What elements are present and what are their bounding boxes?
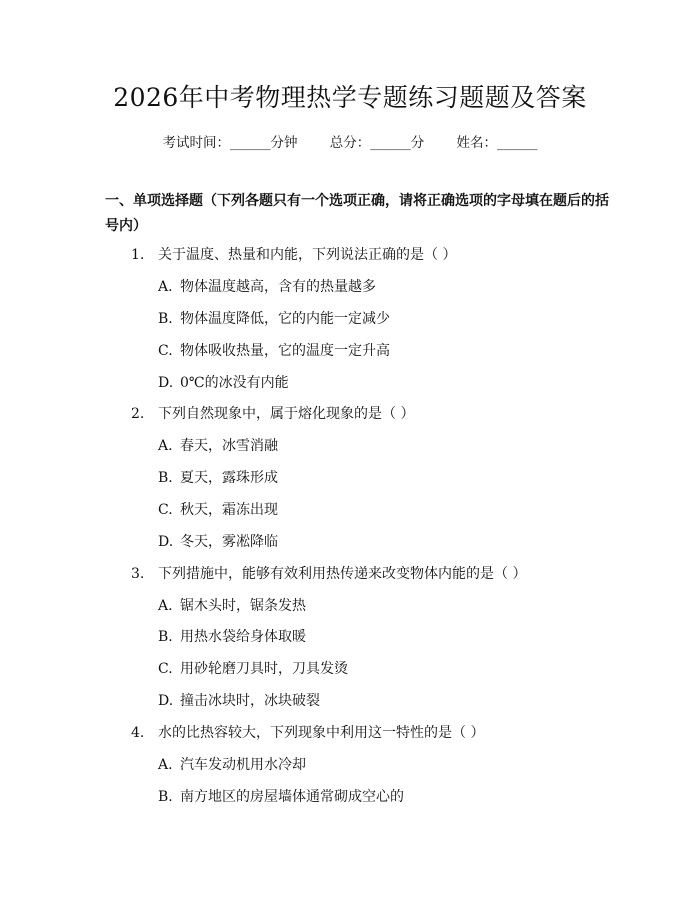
question-2 [131,403,414,423]
question-2-option-b [158,467,278,487]
question-text: 水的比热容较大，下列现象中利用这一特性的是（ ） [158,725,485,741]
option-text: 秋天，霜冻出现 [180,502,278,518]
option-letter: A. [158,598,173,614]
exam-info-line [0,131,700,151]
question-3-option-c [158,658,348,678]
question-text: 下列措施中，能够有效利用热传递来改变物体内能的是（ ） [158,566,527,582]
option-text: 锯木头时，锯条发热 [180,598,306,614]
question-1-option-d [158,372,289,392]
option-text: 0℃的冰没有内能 [180,375,289,391]
option-text: 冬天，雾凇降临 [180,534,278,550]
option-letter: D. [158,375,174,391]
option-text: 南方地区的房屋墙体通常砌成空心的 [180,789,404,805]
question-2-option-d [158,531,278,551]
question-text: 关于温度、热量和内能，下列说法正确的是（ ） [158,247,457,263]
option-letter: B. [158,629,173,645]
option-text: 用砂轮磨刀具时，刀具发烫 [180,661,348,677]
page-title: 2026年中考物理热学专题练习题题及答案 [113,83,587,112]
question-2-option-c [158,499,278,519]
option-text: 物体温度越高，含有的热量越多 [180,279,376,295]
option-letter: C. [158,502,173,518]
section-heading: 一、单项选择题（下列各题只有一个选项正确，请将正确选项的字母填在题后的括号内） [105,193,609,234]
question-number: 1. [131,247,145,263]
question-2-option-a [158,435,278,455]
question-4-option-a [158,754,306,774]
question-1-option-a [158,276,376,296]
question-3-option-b [158,626,306,646]
question-3-option-d [158,690,320,710]
option-letter: A. [158,757,173,773]
option-letter: D. [158,534,174,550]
option-letter: C. [158,343,173,359]
question-number: 4. [131,725,145,741]
option-letter: B. [158,470,173,486]
question-3-option-a [158,595,306,615]
question-1-option-b [158,308,390,328]
exam-time-field: 考试时间：______分钟 [162,135,298,151]
question-number: 2. [131,406,145,422]
option-letter: C. [158,661,173,677]
option-letter: D. [158,693,174,709]
option-text: 物体吸收热量，它的温度一定升高 [180,343,390,359]
student-name-field: 姓名：______ [456,135,538,151]
question-3 [131,563,526,583]
option-text: 汽车发动机用水冷却 [180,757,306,773]
option-text: 撞击冰块时，冰块破裂 [180,693,320,709]
option-text: 春天，冰雪消融 [180,438,278,454]
question-1-option-c [158,340,390,360]
question-number: 3. [131,566,145,582]
option-letter: B. [158,311,173,327]
question-text: 下列自然现象中，属于熔化现象的是（ ） [158,406,415,422]
question-4 [131,722,484,742]
total-score-field: 总分：______分 [329,135,425,151]
option-letter: B. [158,789,173,805]
option-letter: A. [158,438,173,454]
option-text: 夏天，露珠形成 [180,470,278,486]
question-1 [131,244,456,264]
option-text: 用热水袋给身体取暖 [180,629,306,645]
option-text: 物体温度降低，它的内能一定减少 [180,311,390,327]
question-4-option-b [158,786,404,806]
option-letter: A. [158,279,173,295]
